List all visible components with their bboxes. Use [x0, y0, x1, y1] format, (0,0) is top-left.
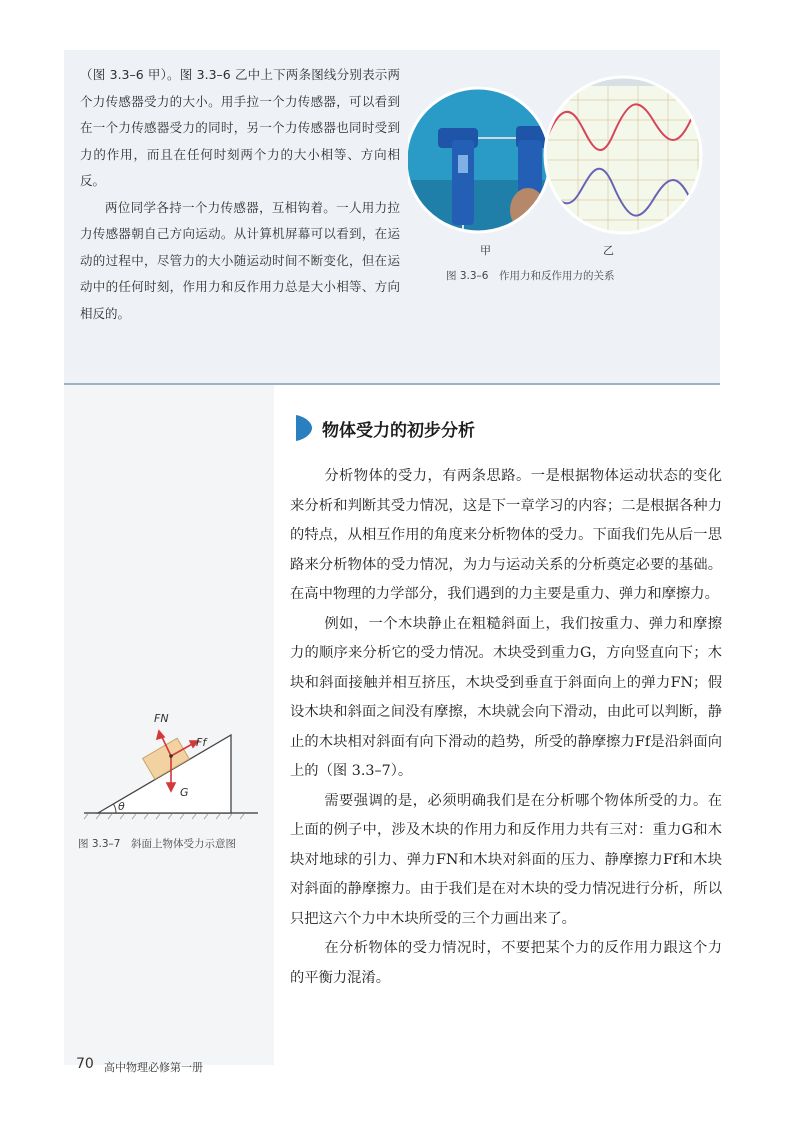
- section-marker-icon: [294, 414, 314, 442]
- section-title: 物体受力的初步分析: [322, 421, 475, 441]
- experiment-paragraph-2: 两位同学各持一个力传感器，互相钩着。一人用力拉力传感器朝自己方向运动。从计算机屏幕可以看到，在运动的过程中，尽管力的大小随运动时间不断变化，但在运动中的任何时刻，作用力和反作用力总是大小相等、方向相反的。: [80, 199, 400, 321]
- page-number: 70: [76, 1056, 94, 1072]
- gravity-label: G: [180, 786, 189, 799]
- body-paragraph-4: 在分析物体的受力情况时，不要把某个力的反作用力跟这个力的平衡力混淆。: [290, 940, 722, 986]
- experiment-text: [80, 62, 400, 327]
- body-paragraph-3: 需要强调的是，必须明确我们是在分析哪个物体所受的力。在上面的例子中，涉及木块的作用力和反作用力共有三对：重力G和木块对地球的引力、弹力FN和木块对斜面的压力、静摩擦力Ff和木块对斜面的静摩擦力。由于我们是在对木块的受力情况进行分析，所以只把这六个力中木块所受的三个力画出来了。: [290, 792, 722, 927]
- figure-label-a: 甲: [480, 244, 491, 257]
- experiment-paragraph-1: （图 3.3–6 甲）。图 3.3–6 乙中上下两条图线分别表示两个力传感器受力的大小。用手拉一个力传感器，可以看到在一个力传感器受力的同时，另一个力传感器也同时受到力的作用，而且在任何时刻两个力的大小相等、方向相反。: [80, 67, 400, 188]
- figure-label-b: 乙: [603, 244, 614, 257]
- body-paragraph-2: 例如，一个木块静止在粗糙斜面上，我们按重力、弹力和摩擦力的顺序来分析它的受力情况。木块受到重力G，方向竖直向下；木块和斜面接触并相互挤压，木块受到垂直于斜面向上的弹力FN；假设木块和斜面之间没有摩擦，木块就会向下滑动，由此可以判断，静止的木块相对斜面有向下滑动的趋势，所受的静摩擦力Ff是沿斜面向上的（图 3.3–7）。: [290, 615, 722, 779]
- figure-caption: 图 3.3–6 作用力和反作用力的关系: [446, 270, 615, 282]
- force-sensor-photo: [408, 60, 708, 280]
- figure-3-3-6: [408, 60, 708, 280]
- body-paragraph-1: 分析物体的受力，有两条思路。一是根据物体运动状态的变化来分析和判断其受力情况，这是下一章学习的内容；二是根据各种力的特点，从相互作用的角度来分析物体的受力。下面我们先从后一思路来分析物体的受力情况，为力与运动关系的分析奠定必要的基础。在高中物理的力学部分，我们遇到的力主要是重力、弹力和摩擦力。: [290, 468, 722, 602]
- angle-theta-label: θ: [118, 800, 125, 813]
- normal-force-label: FN: [154, 712, 169, 725]
- friction-force-label: Ff: [196, 736, 207, 749]
- incline-force-diagram: [76, 710, 266, 825]
- book-title: 高中物理必修第一册: [104, 1061, 203, 1074]
- figure-3-3-7: [76, 710, 266, 825]
- main-body-text: [290, 462, 722, 993]
- figure-3-3-7-caption: 图 3.3–7 斜面上物体受力示意图: [78, 838, 236, 850]
